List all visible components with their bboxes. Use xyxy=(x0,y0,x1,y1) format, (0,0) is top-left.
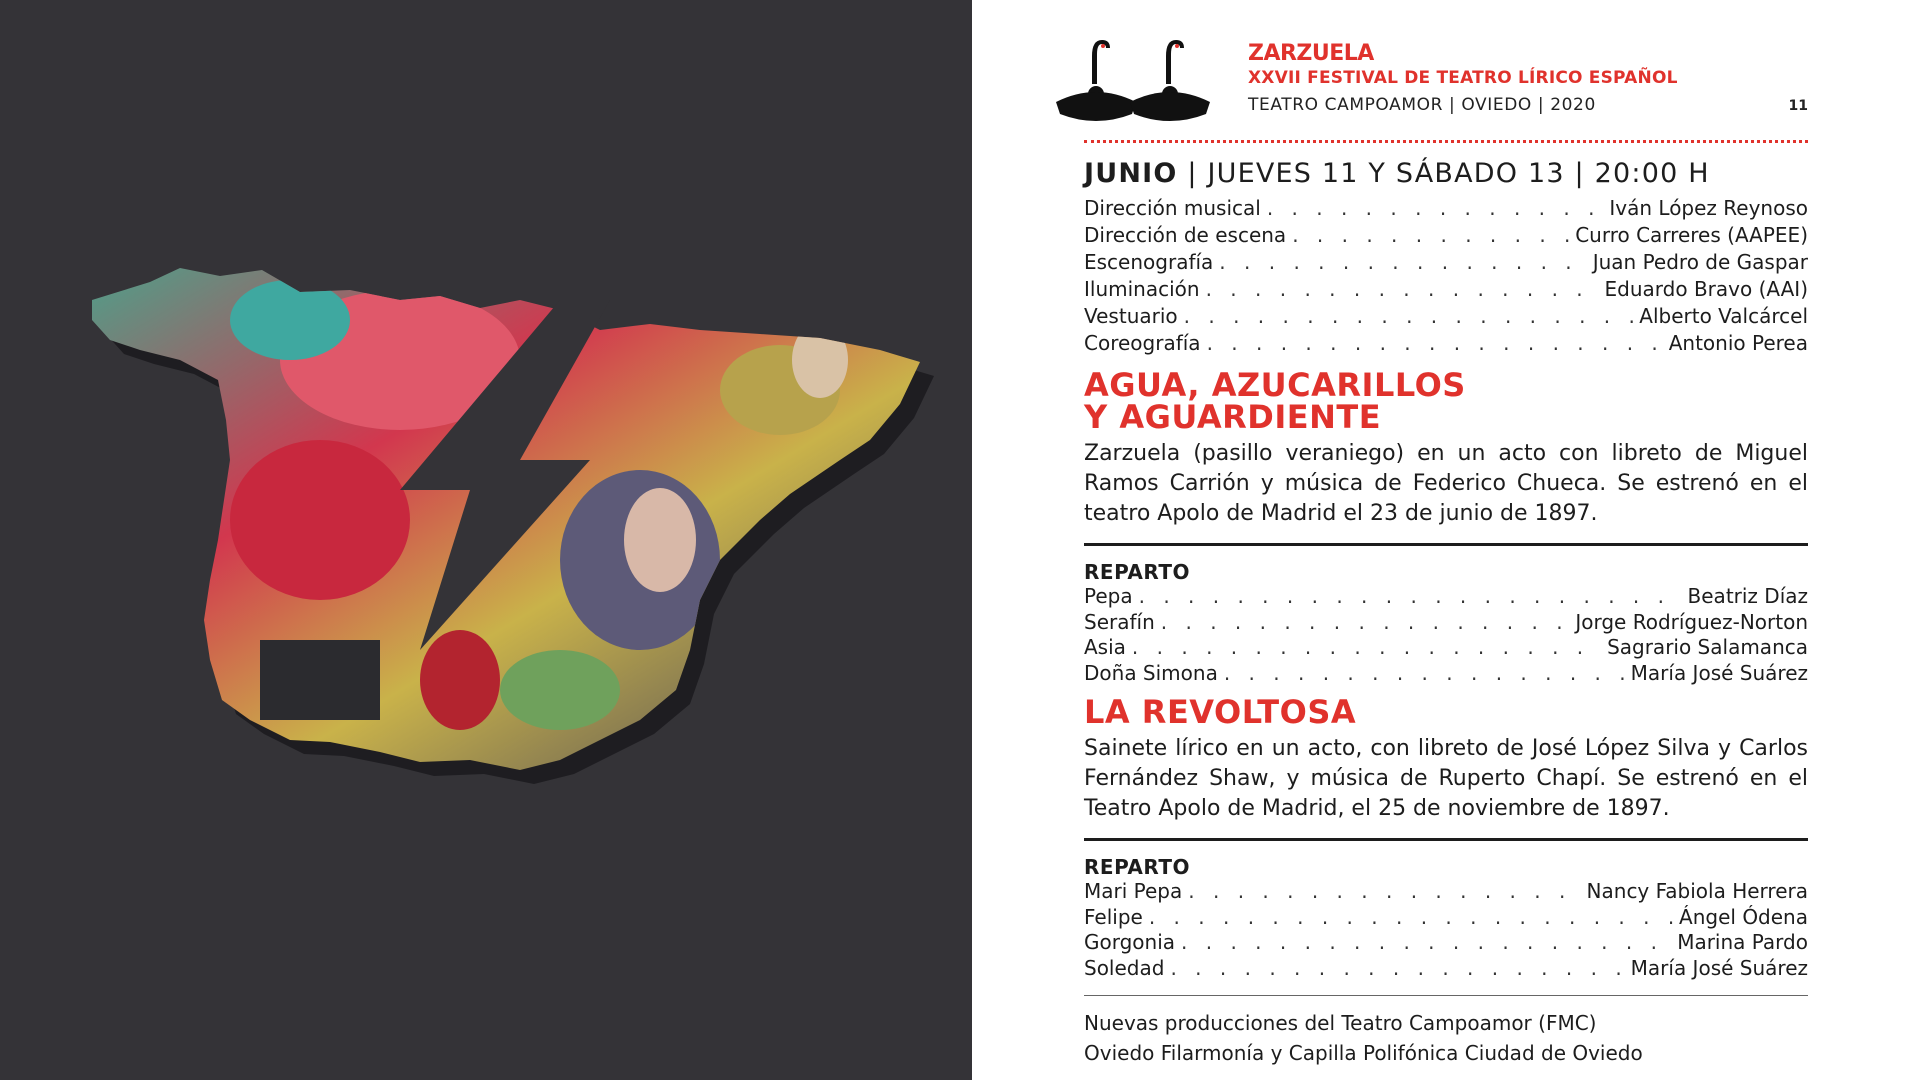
cast-role: Pepa xyxy=(1084,584,1133,608)
cast-name: Jorge Rodríguez-Norton xyxy=(1575,609,1808,634)
credit-row xyxy=(1084,195,1808,222)
cast-row xyxy=(1084,905,1808,931)
brand-name: ZARZUELA xyxy=(1248,41,1374,66)
credit-row xyxy=(1084,222,1808,249)
credit-role: Escenografía xyxy=(1084,250,1214,274)
festival-name: XXVII FESTIVAL DE TEATRO LÍRICO ESPAÑOL xyxy=(1248,68,1678,88)
credit-role: Vestuario xyxy=(1084,304,1178,328)
cast-name: María José Suárez xyxy=(1630,955,1808,980)
credit-role: Dirección de escena xyxy=(1084,223,1287,247)
cast-role: Soledad xyxy=(1084,955,1165,980)
section-divider xyxy=(1084,838,1808,841)
cast-name: Sagrario Salamanca xyxy=(1607,635,1808,659)
credit-row xyxy=(1084,276,1808,303)
festival-brand xyxy=(1248,42,1678,120)
credit-name: Eduardo Bravo (AAI) xyxy=(1604,277,1808,301)
cast-row xyxy=(1084,930,1808,956)
work1-cast-list xyxy=(1084,584,1808,686)
performance-date xyxy=(1084,157,1808,191)
page-header xyxy=(1084,36,1808,126)
credit-name: Antonio Perea xyxy=(1668,331,1808,355)
credit-row xyxy=(1084,330,1808,357)
cast-row xyxy=(1084,956,1808,982)
work2-title: LA REVOLTOSA xyxy=(1084,693,1357,731)
cast-row xyxy=(1084,584,1808,610)
credit-name: Alberto Valcárcel xyxy=(1639,304,1808,328)
cast-role: Asia xyxy=(1084,635,1126,659)
notes-divider xyxy=(1084,995,1808,996)
festival-location: TEATRO CAMPOAMOR | OVIEDO | 2020 xyxy=(1248,95,1596,115)
page-number: 11 xyxy=(1788,98,1808,114)
cast-role: Gorgonia xyxy=(1084,930,1176,954)
cast-role: Serafín xyxy=(1084,609,1155,634)
work1-title xyxy=(1084,366,1808,436)
work1-title-line1: AGUA, AZUCARILLOS xyxy=(1084,366,1466,404)
work2-cast-list xyxy=(1084,879,1808,981)
credit-name: Juan Pedro de Gaspar xyxy=(1592,250,1808,274)
work1-description: Zarzuela (pasillo veraniego) en un acto con libreto de Miguel Ramos Carrión y música de Federico Chueca. Se estrenó en el teatro Apolo de Madrid el 23 de junio de 1897. xyxy=(1084,441,1808,526)
cast-row xyxy=(1084,661,1808,687)
work2-cast-heading: REPARTO xyxy=(1084,855,1191,879)
work1-cast-heading: REPARTO xyxy=(1084,560,1191,584)
cast-name: Ángel Ódena xyxy=(1679,904,1808,929)
cast-role: Doña Simona xyxy=(1084,660,1218,685)
cast-row xyxy=(1084,635,1808,661)
fan-dancer-icon xyxy=(1056,36,1226,126)
cast-name: Nancy Fabiola Herrera xyxy=(1586,879,1808,903)
note-line: Oviedo Filarmonía y Capilla Polifónica Ciudad de Oviedo xyxy=(1084,1041,1643,1065)
credit-row xyxy=(1084,249,1808,276)
cast-name: Beatriz Díaz xyxy=(1687,584,1808,608)
cast-name: Marina Pardo xyxy=(1677,930,1808,954)
credit-name: Iván López Reynoso xyxy=(1609,196,1808,220)
cast-role: Mari Pepa xyxy=(1084,879,1183,903)
work2-description: Sainete lírico en un acto, con libreto de José López Silva y Carlos Fernández Shaw, y música de Ruperto Chapí. Se estrenó en el Teatro Apolo de Madrid, el 25 de noviembre de 1897. xyxy=(1084,736,1808,821)
cast-role: Felipe xyxy=(1084,904,1143,929)
production-credits xyxy=(1084,195,1808,357)
credit-role: Coreografía xyxy=(1084,331,1201,355)
credit-row xyxy=(1084,303,1808,330)
credit-role: Dirección musical xyxy=(1084,196,1261,220)
section-divider xyxy=(1084,543,1808,546)
program-page xyxy=(972,0,1920,1080)
cast-row xyxy=(1084,610,1808,636)
date-details: | JUEVES 11 Y SÁBADO 13 | 20:00 H xyxy=(1177,158,1710,189)
work1-title-line2: Y AGUARDIENTE xyxy=(1084,398,1382,436)
note-line: Nuevas producciones del Teatro Campoamor (FMC) xyxy=(1084,1011,1597,1035)
cast-name: María José Suárez xyxy=(1630,660,1808,685)
date-month: JUNIO xyxy=(1084,158,1178,189)
credit-role: Iluminación xyxy=(1084,277,1200,301)
production-notes xyxy=(1084,1008,1808,1068)
credit-name: Curro Carreres (AAPEE) xyxy=(1575,223,1808,247)
cast-row xyxy=(1084,879,1808,905)
dotted-divider xyxy=(1084,140,1808,143)
